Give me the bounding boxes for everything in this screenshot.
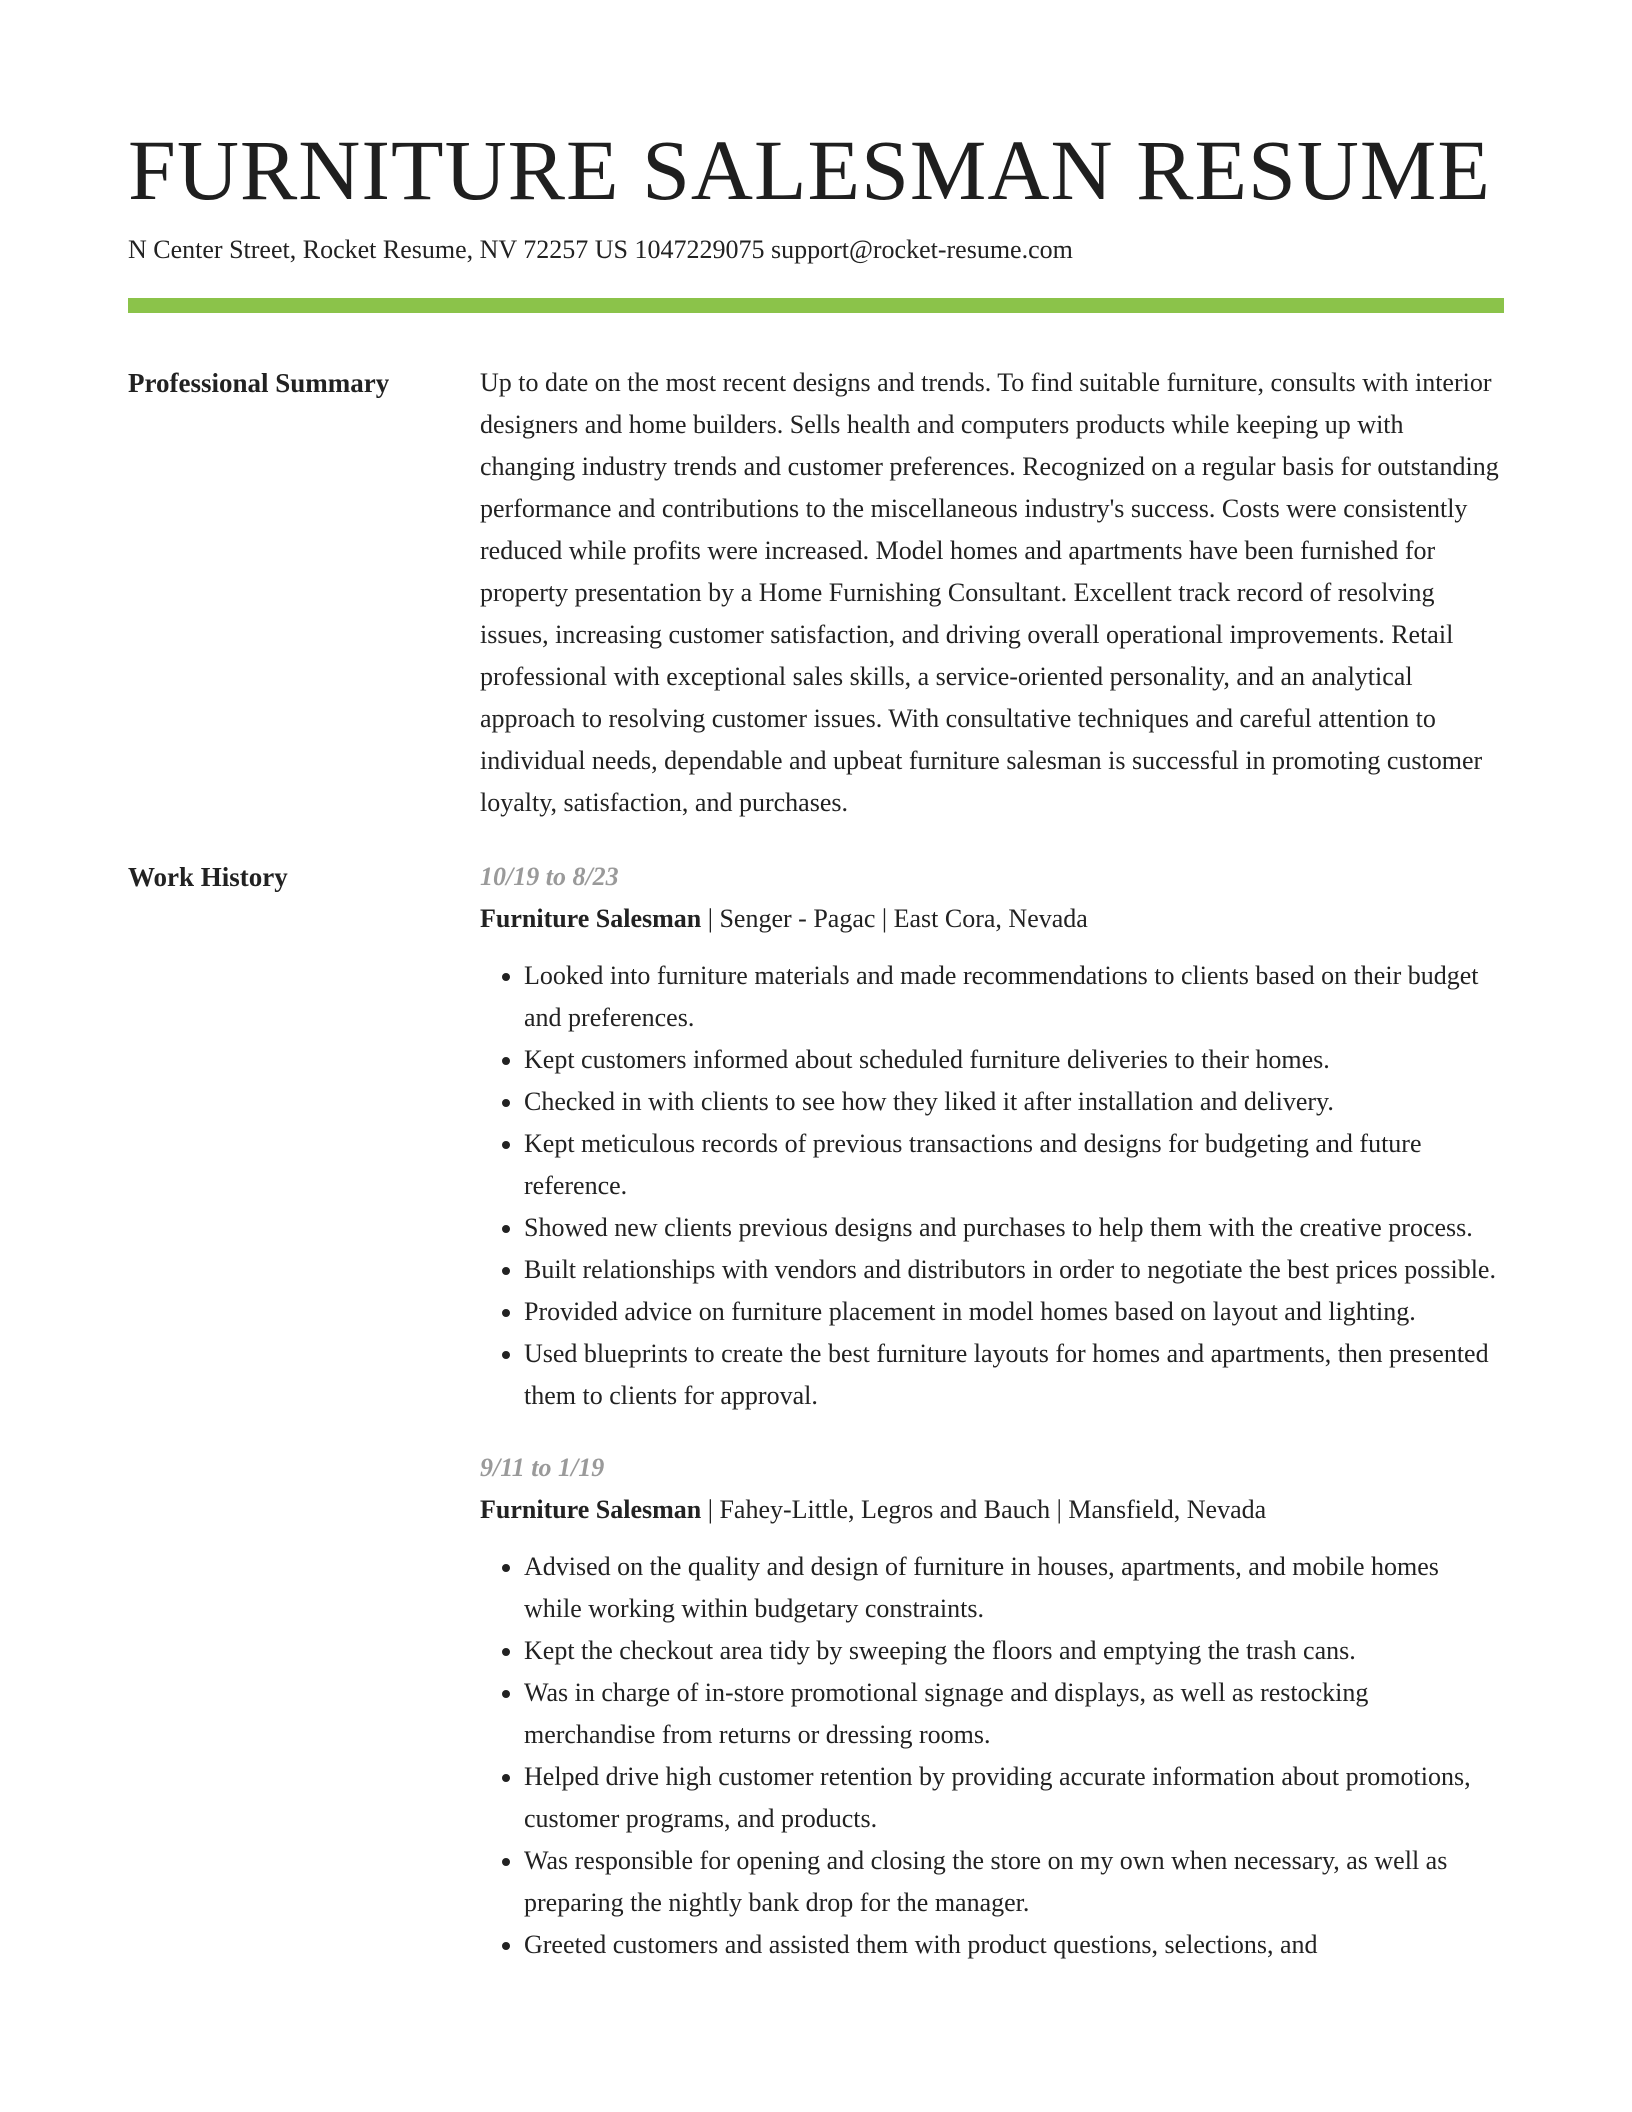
job-dates: 9/11 to 1/19	[480, 1453, 605, 1482]
job-entry	[480, 856, 1504, 1417]
job-bullet-list	[480, 1546, 1504, 1966]
job-bullet: • Provided advice on furniture placement in model homes based on layout and lighting.	[524, 1291, 1504, 1333]
job-dates: 10/19 to 8/23	[480, 862, 619, 891]
work-history-label: Work History	[128, 862, 288, 892]
job-entry	[480, 1447, 1504, 1966]
job-bullet: • Advised on the quality and design of furniture in houses, apartments, and mobile homes while working within budgetary constraints.	[524, 1546, 1504, 1630]
job-title: Furniture Salesman	[480, 1495, 702, 1524]
job-bullet: • Showed new clients previous designs and purchases to help them with the creative process.	[524, 1207, 1504, 1249]
job-bullet: • Was in charge of in-store promotional signage and displays, as well as restocking merchandise from returns or dressing rooms.	[524, 1672, 1504, 1756]
summary-body	[480, 362, 1504, 824]
job-bullet: • Built relationships with vendors and distributors in order to negotiate the best prices possible.	[524, 1249, 1504, 1291]
job-details: | Senger - Pagac | East Cora, Nevada	[701, 904, 1088, 933]
job-bullet: • Was responsible for opening and closing the store on my own when necessary, as well as preparing the nightly bank drop for the manager.	[524, 1840, 1504, 1924]
job-bullet: • Helped drive high customer retention by providing accurate information about promotions, customer programs, and products.	[524, 1756, 1504, 1840]
summary-section	[128, 362, 1504, 824]
job-bullet-list	[480, 955, 1504, 1417]
job-bullet: • Checked in with clients to see how they liked it after installation and delivery.	[524, 1081, 1504, 1123]
job-bullet: • Looked into furniture materials and made recommendations to clients based on their budget and preferences.	[524, 955, 1504, 1039]
work-history-section	[128, 856, 1504, 1966]
accent-divider	[128, 298, 1504, 313]
resume-title: FURNITURE SALESMAN RESUME	[128, 122, 1491, 218]
job-bullet: • Kept customers informed about scheduled furniture deliveries to their homes.	[524, 1039, 1504, 1081]
job-bullet: • Kept the checkout area tidy by sweeping the floors and emptying the trash cans.	[524, 1630, 1504, 1672]
job-details: | Fahey-Little, Legros and Bauch | Mansfield, Nevada	[701, 1495, 1267, 1524]
summary-text: Up to date on the most recent designs and trends. To find suitable furniture, consults with interior designers and home builders. Sells health and computers products while keeping up with changing industry trends and customer preferences. Recognized on a regular basis for outstanding performance and contributions to the miscellaneous industry's success. Costs were consistently reduced while profits were increased. Model homes and apartments have been furnished for property presentation by a Home Furnishing Consultant. Excellent track record of resolving issues, increasing customer satisfaction, and driving overall operational improvements. Retail professional with exceptional sales skills, a service-oriented personality, and an analytical approach to resolving customer issues. With consultative techniques and careful attention to individual needs, dependable and upbeat furniture salesman is successful in promoting customer loyalty, satisfaction, and purchases.	[480, 368, 1499, 817]
summary-label: Professional Summary	[128, 368, 390, 398]
resume-page	[128, 0, 1504, 1966]
job-heading	[480, 898, 1504, 940]
job-title: Furniture Salesman	[480, 904, 702, 933]
contact-line: N Center Street, Rocket Resume, NV 72257 US 1047229075 support@rocket-resume.com	[128, 235, 1073, 264]
job-bullet: • Used blueprints to create the best furniture layouts for homes and apartments, then presented them to clients for approval.	[524, 1333, 1504, 1417]
job-heading	[480, 1489, 1504, 1531]
work-history-body	[480, 856, 1504, 1966]
job-bullet: • Kept meticulous records of previous transactions and designs for budgeting and future reference.	[524, 1123, 1504, 1207]
job-bullet: • Greeted customers and assisted them with product questions, selections, and	[524, 1924, 1504, 1966]
